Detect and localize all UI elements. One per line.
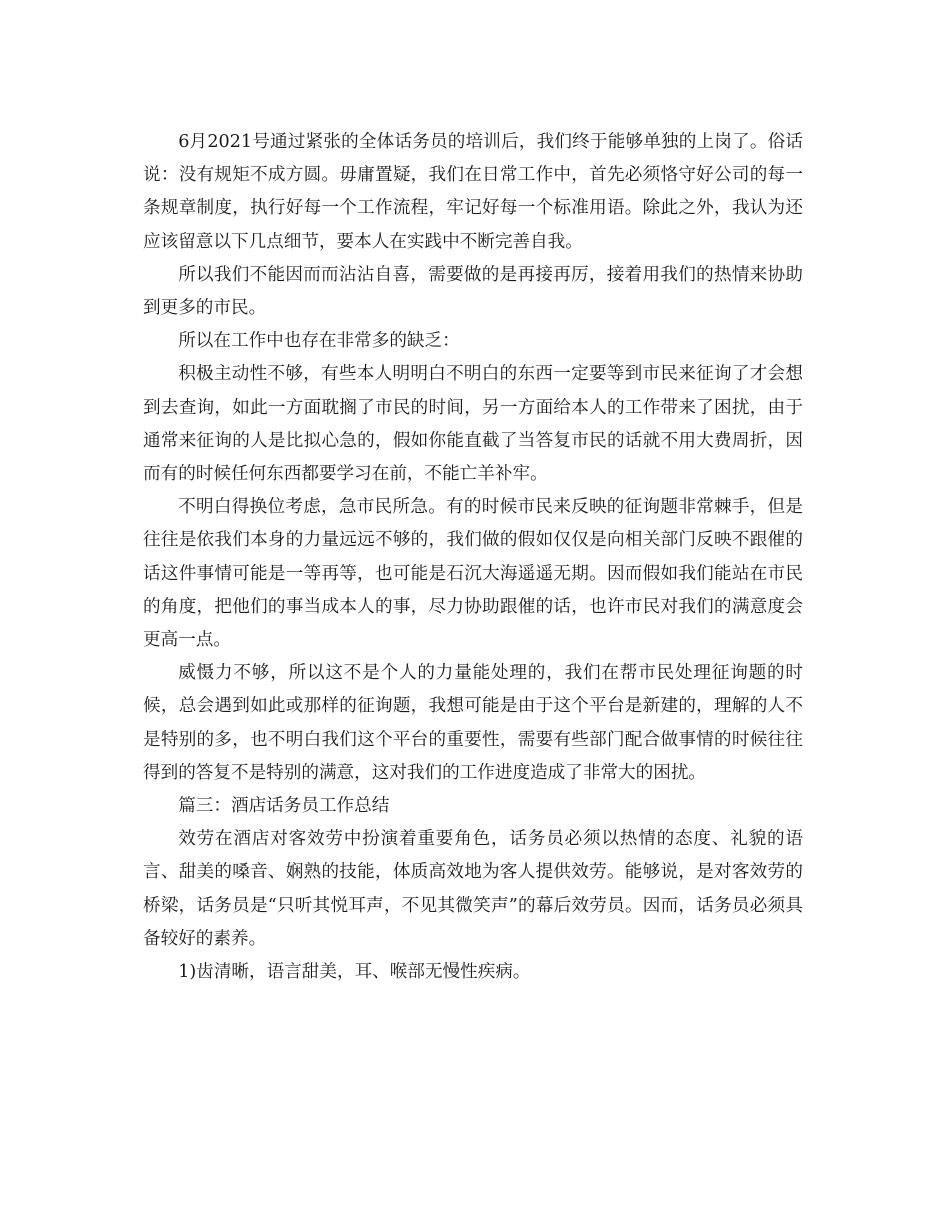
paragraph-keep-going: 所以我们不能因而而沾沾自喜，需要做的是再接再厉，接着用我们的热情来协助到更多的市民。 — [143, 264, 803, 319]
paragraph-empathy: 不明白得换位考虑，急市民所急。有的时候市民来反映的征询题非常棘手，但是往往是依我们本身的力量远远不够的，我们做的假如仅仅是向相关部门反映不跟催的话这件事情可能是一等再等，也可能是石沉大海遥遥无期。因而假如我们能站在市民的角度，把他们的事当成本人的事，尽力协助跟催的话，也许市民对我们的满意度会更高一点。 — [143, 497, 803, 651]
paragraph-initiative: 积极主动性不够，有些本人明明白不明白的东西一定要等到市民来征询了才会想到去查询，如此一方面耽搁了市民的时间，另一方面给本人的工作带来了困扰，由于通常来征询的人是比拟心急的，假如你能直截了当答复市民的话就不用大费周折，因而有的时候任何东西都要学习在前，不能亡羊补牢。 — [143, 364, 803, 485]
document-body — [143, 126, 803, 989]
paragraph-training-intro: 6月2021号通过紧张的全体话务员的培训后，我们终于能够单独的上岗了。俗话说：没有规矩不成方圆。毋庸置疑，我们在日常工作中，首先必须恪守好公司的每一条规章制度，执行好每一个工作流程，牢记好每一个标准用语。除此之外，我认为还应该留意以下几点细节，要本人在实践中不断完善自我。 — [143, 132, 803, 252]
section-heading-part-three: 篇三：酒店话务员工作总结 — [178, 796, 390, 817]
list-item-requirement-1: 1)齿清晰，语言甜美，耳、喉部无慢性疾病。 — [178, 962, 531, 983]
paragraph-hotel-operator: 效劳在酒店对客效劳中扮演着重要角色，话务员必须以热情的态度、礼貌的语言、甜美的嗓音、娴熟的技能，体质高效地为客人提供效劳。能够说，是对客效劳的桥梁，话务员是“只听其悦耳声，不见其微笑声”的幕后效劳员。因而，话务员必须具备较好的素养。 — [143, 829, 803, 949]
paragraph-shortcomings-heading: 所以在工作中也存在非常多的缺乏： — [178, 331, 460, 352]
paragraph-authority: 威慑力不够，所以这不是个人的力量能处理的，我们在帮市民处理征询题的时候，总会遇到如此或那样的征询题，我想可能是由于这个平台是新建的，理解的人不是特别的多，也不明白我们这个平台的重要性，需要有些部门配合做事情的时候往往得到的答复不是特别的满意，这对我们的工作进度造成了非常大的困扰。 — [143, 663, 803, 783]
